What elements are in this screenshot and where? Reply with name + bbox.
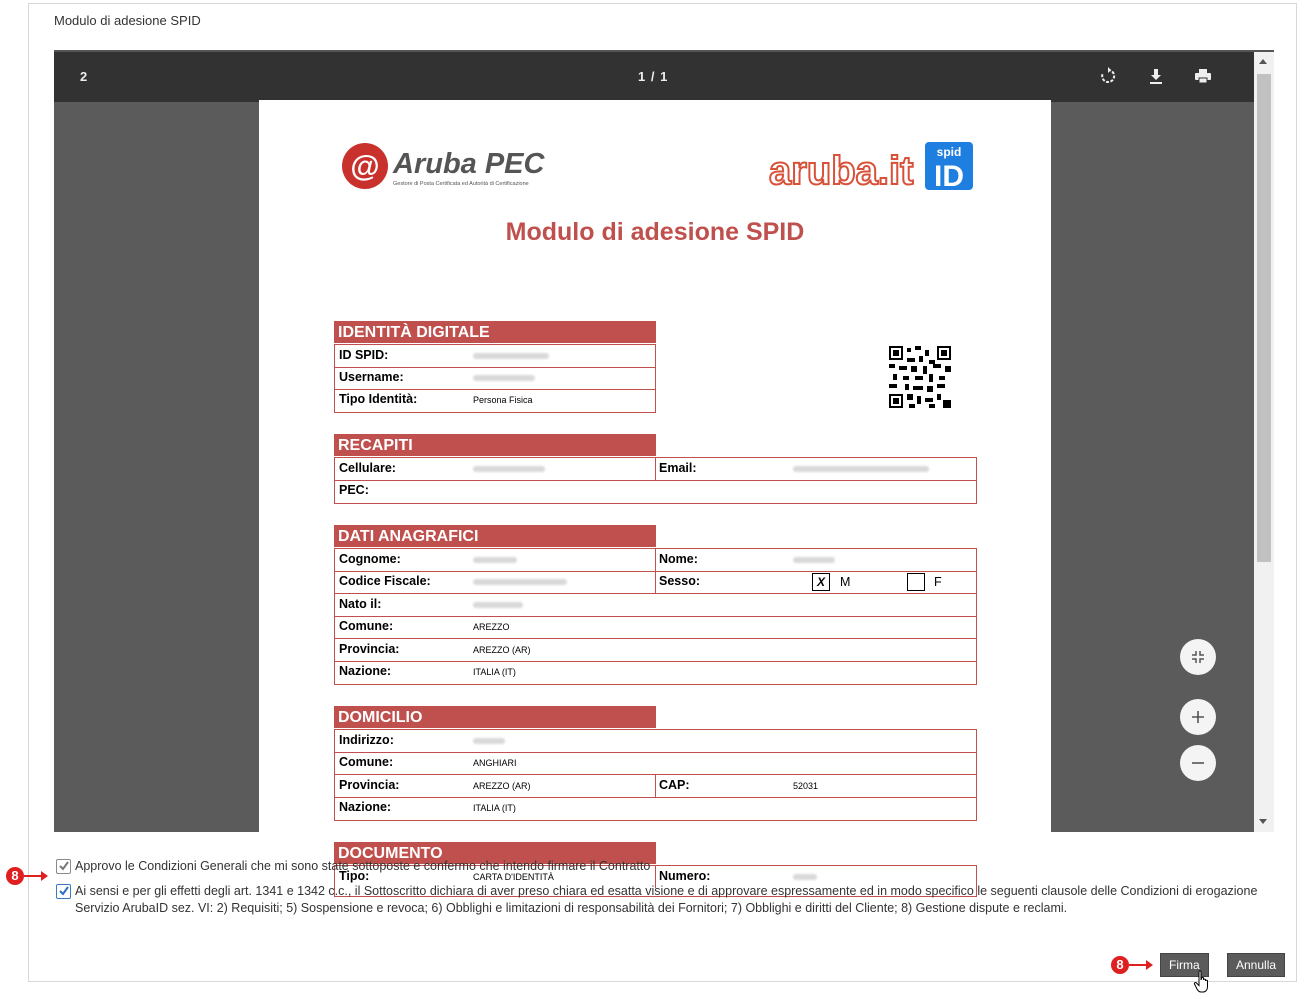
- provincia-value: AREZZO (AR): [473, 781, 531, 791]
- consent-clauses-text-line2: Servizio ArubaID sez. VI: 2) Requisiti; 5) Sospensione e revoca; 6) Obblighi e limitazioni di responsabilità dei Fornitori; 7) Obblighi e diritti del Cliente; 8) Gestione dispute e reclami.: [75, 901, 1068, 915]
- callout-arrow: [24, 875, 42, 877]
- table-row: [335, 639, 976, 662]
- username-label: Username:: [339, 370, 404, 384]
- table-row: [335, 661, 976, 683]
- comune-value: ANGHIARI: [473, 758, 517, 768]
- cognome-label: Cognome:: [339, 552, 401, 566]
- nazione-label: Nazione:: [339, 800, 392, 814]
- sesso-m-label: M: [840, 575, 851, 589]
- logo-left-brand: Aruba PEC: [393, 148, 545, 180]
- nazione-value: ITALIA (IT): [473, 803, 516, 813]
- table-row: [335, 549, 976, 572]
- numero-label: Numero:: [659, 869, 711, 883]
- table-row: [335, 571, 976, 594]
- zoom-out-icon: [1191, 756, 1205, 770]
- dialog-title: Modulo di adesione SPID: [54, 13, 201, 28]
- sesso-label: Sesso:: [659, 574, 700, 588]
- logo-badge-bottom: ID: [934, 160, 964, 193]
- qr-code: [889, 346, 951, 408]
- sesso-f-checkbox: [907, 573, 925, 591]
- id-spid-label: ID SPID:: [339, 348, 389, 362]
- redacted-value: [793, 557, 835, 563]
- table-row: [335, 797, 976, 819]
- fit-icon: [1191, 650, 1205, 664]
- sign-button[interactable]: Firma: [1160, 953, 1209, 977]
- sesso-f-label: F: [934, 575, 942, 589]
- redacted-value: [473, 353, 549, 359]
- logo-badge-top: spid: [936, 145, 962, 159]
- table-row: [335, 775, 976, 798]
- table-row: [335, 458, 976, 481]
- document-title: Modulo di adesione SPID: [505, 218, 805, 246]
- tipo-value: CARTA D'IDENTITÀ: [473, 872, 554, 882]
- email-label: Email:: [659, 461, 697, 475]
- zoom-out-button[interactable]: [1180, 745, 1216, 781]
- redacted-value: [473, 602, 523, 608]
- recapiti-table: [334, 457, 977, 504]
- pdf-toolbar: [54, 52, 1254, 102]
- section-identita-heading: IDENTITÀ DIGITALE: [334, 321, 656, 343]
- callout-badge-consent: 8: [6, 867, 24, 885]
- comune-label: Comune:: [339, 755, 394, 769]
- callout-arrow-head: [1146, 960, 1153, 970]
- nazione-label: Nazione:: [339, 664, 392, 678]
- tipo-identita-value: Persona Fisica: [473, 395, 533, 405]
- anagrafici-table: [334, 548, 977, 685]
- redacted-value: [793, 874, 817, 880]
- redacted-value: [793, 466, 929, 472]
- comune-label: Comune:: [339, 619, 394, 633]
- svg-text:@: @: [350, 150, 380, 183]
- zoom-in-icon: [1191, 710, 1205, 724]
- section-documento-heading: DOCUMENTO: [334, 842, 656, 864]
- sesso-m-checkbox: X: [812, 573, 830, 591]
- consent-clauses-text-line1: Ai sensi e per gli effetti degli art. 1341 e 1342 c.c., il Sottoscritto dichiara di aver preso chiara ed esatta visione e di approvare espressamente ed in modo specifico le seguenti clausole delle Condizioni di erogazione: [75, 884, 1258, 898]
- table-divider: [655, 775, 656, 797]
- page-number: 2: [80, 69, 88, 84]
- scroll-down-icon[interactable]: [1259, 819, 1267, 824]
- hand-cursor-icon: [1193, 970, 1211, 994]
- cap-value: 52031: [793, 781, 819, 791]
- fit-page-button[interactable]: [1180, 639, 1216, 675]
- callout-badge-sign: 8: [1111, 956, 1129, 974]
- cellulare-label: Cellulare:: [339, 461, 396, 475]
- cap-label: CAP:: [659, 778, 690, 792]
- provincia-value: AREZZO (AR): [473, 645, 531, 655]
- callout-arrow-head: [41, 871, 48, 881]
- section-domicilio-heading: DOMICILIO: [334, 706, 656, 728]
- pec-label: PEC:: [339, 483, 369, 497]
- codice-fiscale-label: Codice Fiscale:: [339, 574, 431, 588]
- tipo-identita-label: Tipo Identità:: [339, 392, 418, 406]
- section-recapiti-heading: RECAPITI: [334, 434, 656, 456]
- print-icon[interactable]: [1193, 66, 1213, 86]
- callout-arrow: [1129, 964, 1147, 966]
- download-icon[interactable]: [1146, 66, 1166, 86]
- redacted-value: [473, 466, 545, 472]
- logo-left-tagline: Gestore di Posta Certificata ed Autorità di Certificazione: [393, 181, 529, 187]
- zoom-in-button[interactable]: [1180, 699, 1216, 735]
- provincia-label: Provincia:: [339, 778, 400, 792]
- page-count: 1 / 1: [638, 69, 669, 84]
- logo-right-brand: aruba.it: [769, 149, 914, 193]
- redacted-value: [473, 375, 535, 381]
- table-divider: [655, 458, 656, 480]
- table-row: [335, 389, 655, 411]
- table-row: [335, 616, 976, 639]
- provincia-label: Provincia:: [339, 642, 400, 656]
- comune-value: AREZZO: [473, 622, 510, 632]
- table-row: [335, 480, 976, 502]
- consent-checkbox-clauses[interactable]: [56, 884, 71, 899]
- nazione-value: ITALIA (IT): [473, 667, 516, 677]
- cancel-button[interactable]: Annulla: [1227, 953, 1285, 977]
- table-row: [335, 594, 976, 617]
- scroll-up-icon[interactable]: [1259, 59, 1267, 64]
- tipo-label: Tipo:: [339, 869, 370, 883]
- table-row: [335, 345, 655, 368]
- table-row: [335, 730, 976, 753]
- redacted-value: [473, 557, 517, 563]
- consent-checkbox-conditions[interactable]: [56, 859, 71, 874]
- rotate-icon[interactable]: [1098, 66, 1118, 86]
- nome-label: Nome:: [659, 552, 698, 566]
- indirizzo-label: Indirizzo:: [339, 733, 394, 747]
- aruba-spid-logo: [769, 140, 979, 199]
- section-anagrafici-heading: DATI ANAGRAFICI: [334, 525, 656, 547]
- nato-il-label: Nato il:: [339, 597, 382, 611]
- table-row: [335, 752, 976, 775]
- redacted-value: [473, 579, 567, 585]
- table-row: [335, 367, 655, 390]
- domicilio-table: [334, 729, 977, 821]
- redacted-value: [473, 738, 505, 744]
- identita-table: [334, 344, 656, 413]
- aruba-pec-logo: [341, 140, 551, 197]
- consent-conditions-text: Approvo le Condizioni Generali che mi sono state sottoposte e confermo che intendo firmare il Contratto: [75, 859, 651, 873]
- scrollbar-thumb[interactable]: [1257, 74, 1271, 562]
